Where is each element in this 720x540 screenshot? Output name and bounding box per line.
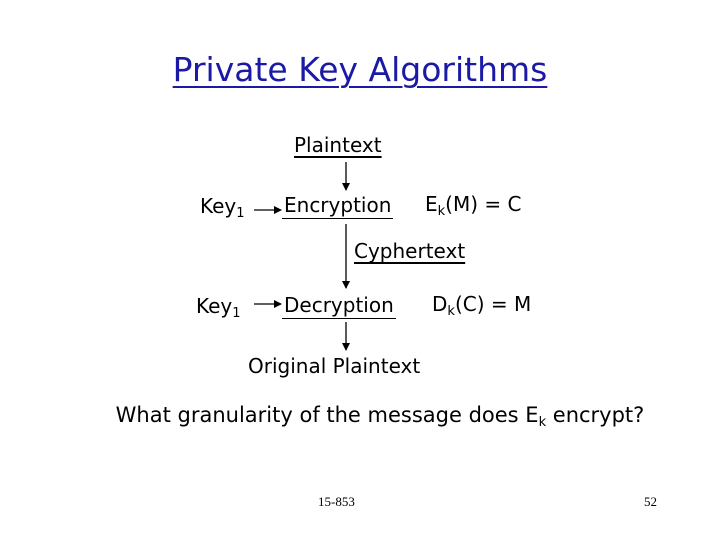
slide-title: Private Key Algorithms	[172, 50, 548, 89]
key-top-sub: 1	[236, 206, 245, 221]
cyphertext-label: Cyphertext	[354, 239, 466, 263]
encryption-formula	[425, 192, 522, 219]
original-plaintext-label: Original Plaintext	[248, 354, 421, 378]
decryption-formula	[432, 292, 532, 319]
key-bottom-sub: 1	[232, 306, 241, 321]
enc-formula-post: (M) = C	[445, 192, 522, 216]
key-top-label	[200, 194, 245, 221]
footer-course-number: 15-853	[318, 494, 355, 509]
encryption-box: Encryption	[284, 193, 392, 217]
dec-formula-pre: D	[432, 292, 448, 316]
question-pre: What granularity of the message does E	[115, 403, 539, 427]
question-sub: k	[538, 415, 547, 430]
enc-formula-sub: k	[437, 204, 446, 219]
enc-formula-pre: E	[425, 192, 438, 216]
question-post: encrypt?	[546, 403, 645, 427]
decryption-box: Decryption	[284, 293, 394, 317]
key-bottom-base: Key	[196, 294, 233, 318]
question-text	[0, 403, 720, 430]
dec-formula-sub: k	[447, 304, 455, 319]
plaintext-label: Plaintext	[294, 133, 382, 157]
dec-formula-post: (C) = M	[454, 292, 532, 316]
key-bottom-label	[196, 294, 241, 321]
key-top-base: Key	[200, 194, 237, 218]
footer-page-number: 52	[644, 494, 657, 509]
